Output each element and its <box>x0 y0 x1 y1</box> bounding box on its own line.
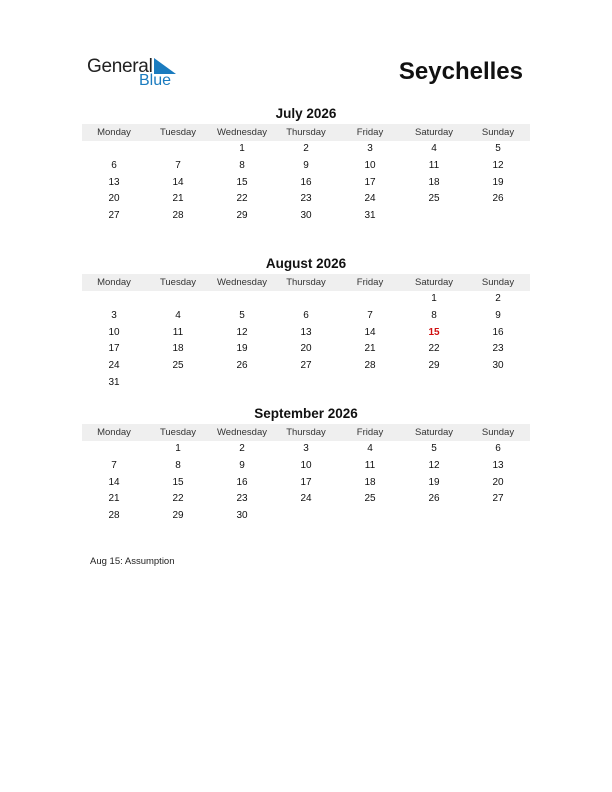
week-row <box>82 291 530 308</box>
day-cell: 13 <box>492 459 504 471</box>
day-cell: 15 <box>172 476 184 488</box>
week-row <box>82 208 530 225</box>
week-row <box>82 441 530 458</box>
day-cell: 1 <box>431 293 437 304</box>
day-cell: 5 <box>239 309 245 321</box>
day-cell: 4 <box>367 443 373 454</box>
day-cell: 2 <box>303 143 309 154</box>
day-cell: 17 <box>300 476 312 488</box>
day-cell: 30 <box>300 210 312 222</box>
weekday-label: Thursday <box>286 277 326 288</box>
weekday-label: Tuesday <box>159 277 197 288</box>
day-cell: 3 <box>303 443 309 454</box>
day-cell: 16 <box>300 176 312 188</box>
day-cell: 23 <box>236 493 248 505</box>
day-cell: 31 <box>364 210 376 222</box>
weekday-header <box>82 424 530 441</box>
day-cell: 1 <box>175 443 181 454</box>
weekday-label: Friday <box>356 127 384 138</box>
week-row <box>82 141 530 158</box>
day-cell: 27 <box>300 360 312 372</box>
day-cell: 22 <box>428 343 440 355</box>
day-cell: 23 <box>300 193 312 205</box>
logo-general-text: General <box>87 56 153 77</box>
day-cell: 20 <box>492 476 504 488</box>
day-cell <box>402 208 466 225</box>
day-cell: 24 <box>300 493 312 505</box>
week-row <box>82 175 530 192</box>
day-cell <box>402 508 466 525</box>
weekday-label: Monday <box>97 277 131 288</box>
day-cell: 29 <box>236 210 248 222</box>
day-cell <box>466 208 530 225</box>
day-cell: 1 <box>239 143 245 154</box>
day-cell: 7 <box>175 159 181 171</box>
day-cell: 9 <box>495 309 501 321</box>
holiday-note: Aug 15: Assumption <box>90 556 175 567</box>
day-cell: 14 <box>364 326 376 338</box>
month-grid <box>82 291 530 392</box>
weekday-label: Thursday <box>286 427 326 438</box>
weekday-header <box>82 124 530 141</box>
day-cell: 15 <box>236 176 248 188</box>
day-cell: 31 <box>108 376 120 388</box>
day-cell <box>466 508 530 525</box>
day-cell: 24 <box>108 360 120 372</box>
day-cell: 29 <box>428 360 440 372</box>
day-cell: 13 <box>108 176 120 188</box>
month-title: September 2026 <box>254 406 358 421</box>
week-row <box>82 508 530 525</box>
day-cell <box>82 141 146 158</box>
weekday-label: Wednesday <box>217 277 267 288</box>
day-cell: 18 <box>172 343 184 355</box>
day-cell: 25 <box>172 360 184 372</box>
weekday-label: Tuesday <box>159 127 197 138</box>
day-cell: 10 <box>300 459 312 471</box>
day-cell <box>146 141 210 158</box>
day-cell: 7 <box>111 459 117 471</box>
day-cell: 19 <box>428 476 440 488</box>
day-cell: 11 <box>428 159 440 171</box>
day-cell: 3 <box>367 143 373 154</box>
day-cell <box>146 375 210 392</box>
day-cell: 22 <box>236 193 248 205</box>
month-grid <box>82 441 530 525</box>
weekday-label: Monday <box>97 427 131 438</box>
day-cell: 8 <box>175 459 181 471</box>
day-cell: 17 <box>364 176 376 188</box>
holiday-day-cell: 15 <box>428 326 440 338</box>
day-cell: 18 <box>428 176 440 188</box>
day-cell: 3 <box>111 309 117 321</box>
day-cell: 28 <box>364 360 376 372</box>
weekday-label: Tuesday <box>159 427 197 438</box>
day-cell: 24 <box>364 193 376 205</box>
week-row <box>82 358 530 375</box>
holiday-notes <box>90 556 175 567</box>
weekday-label: Wednesday <box>217 427 267 438</box>
day-cell: 6 <box>495 443 501 454</box>
logo-blue-text: Blue <box>139 72 172 89</box>
day-cell: 5 <box>495 143 501 154</box>
day-cell: 16 <box>492 326 504 338</box>
day-cell: 9 <box>239 459 245 471</box>
month-grid <box>82 141 530 225</box>
day-cell: 22 <box>172 493 184 505</box>
week-row <box>82 491 530 508</box>
day-cell: 7 <box>367 309 373 321</box>
weekday-label: Thursday <box>286 127 326 138</box>
day-cell: 8 <box>431 309 437 321</box>
day-cell <box>274 508 338 525</box>
day-cell: 20 <box>108 193 120 205</box>
day-cell: 17 <box>108 343 120 355</box>
day-cell <box>210 375 274 392</box>
day-cell: 11 <box>172 326 184 338</box>
country-title: Seychelles <box>398 58 523 85</box>
day-cell: 30 <box>492 360 504 372</box>
day-cell <box>338 508 402 525</box>
day-cell: 5 <box>431 443 437 454</box>
week-row <box>82 341 530 358</box>
day-cell: 29 <box>172 510 184 522</box>
weekday-label: Saturday <box>414 427 454 438</box>
day-cell: 2 <box>239 443 245 454</box>
day-cell: 12 <box>428 459 440 471</box>
day-cell <box>402 375 466 392</box>
day-cell: 20 <box>300 343 312 355</box>
day-cell <box>82 441 146 458</box>
day-cell: 10 <box>108 326 120 338</box>
month-title: July 2026 <box>275 106 337 121</box>
day-cell: 11 <box>364 459 376 471</box>
day-cell: 21 <box>108 493 120 505</box>
day-cell <box>210 291 274 308</box>
day-cell: 28 <box>172 210 184 222</box>
day-cell: 10 <box>364 159 376 171</box>
day-cell <box>274 291 338 308</box>
day-cell: 6 <box>303 309 309 321</box>
month-august <box>82 256 530 392</box>
day-cell: 6 <box>111 159 117 171</box>
week-row <box>82 458 530 475</box>
day-cell <box>338 375 402 392</box>
weekday-label: Sunday <box>481 427 515 438</box>
weekday-header <box>82 274 530 291</box>
day-cell: 8 <box>239 159 245 171</box>
day-cell: 25 <box>364 493 376 505</box>
weekday-label: Wednesday <box>217 127 267 138</box>
weekday-label: Sunday <box>481 127 515 138</box>
day-cell <box>146 291 210 308</box>
day-cell: 27 <box>108 210 120 222</box>
month-title: August 2026 <box>265 256 347 271</box>
day-cell <box>274 375 338 392</box>
weekday-label: Friday <box>356 277 384 288</box>
day-cell: 4 <box>431 143 437 154</box>
day-cell: 26 <box>492 193 504 205</box>
day-cell: 19 <box>236 343 248 355</box>
day-cell: 23 <box>492 343 504 355</box>
day-cell: 4 <box>175 309 181 321</box>
day-cell: 14 <box>172 176 184 188</box>
day-cell: 30 <box>236 510 248 522</box>
day-cell: 26 <box>236 360 248 372</box>
week-row <box>82 375 530 392</box>
month-july <box>82 106 530 225</box>
week-row <box>82 158 530 175</box>
weekday-label: Saturday <box>414 127 454 138</box>
day-cell: 19 <box>492 176 504 188</box>
day-cell <box>82 291 146 308</box>
day-cell: 12 <box>236 326 248 338</box>
day-cell: 25 <box>428 193 440 205</box>
day-cell: 27 <box>492 493 504 505</box>
weekday-label: Friday <box>356 427 384 438</box>
day-cell <box>466 375 530 392</box>
day-cell <box>338 291 402 308</box>
weekday-label: Sunday <box>481 277 515 288</box>
day-cell: 14 <box>108 476 120 488</box>
week-row <box>82 191 530 208</box>
month-september <box>82 406 530 525</box>
day-cell: 13 <box>300 326 312 338</box>
week-row <box>82 475 530 492</box>
day-cell: 28 <box>108 510 120 522</box>
day-cell: 26 <box>428 493 440 505</box>
weekday-label: Monday <box>97 127 131 138</box>
day-cell: 2 <box>495 293 501 304</box>
day-cell: 16 <box>236 476 248 488</box>
day-cell: 18 <box>364 476 376 488</box>
day-cell: 21 <box>172 193 184 205</box>
day-cell: 21 <box>364 343 376 355</box>
week-row <box>82 308 530 325</box>
logo <box>87 56 187 92</box>
week-row <box>82 325 530 342</box>
weekday-label: Saturday <box>414 277 454 288</box>
day-cell: 9 <box>303 159 309 171</box>
day-cell: 12 <box>492 159 504 171</box>
